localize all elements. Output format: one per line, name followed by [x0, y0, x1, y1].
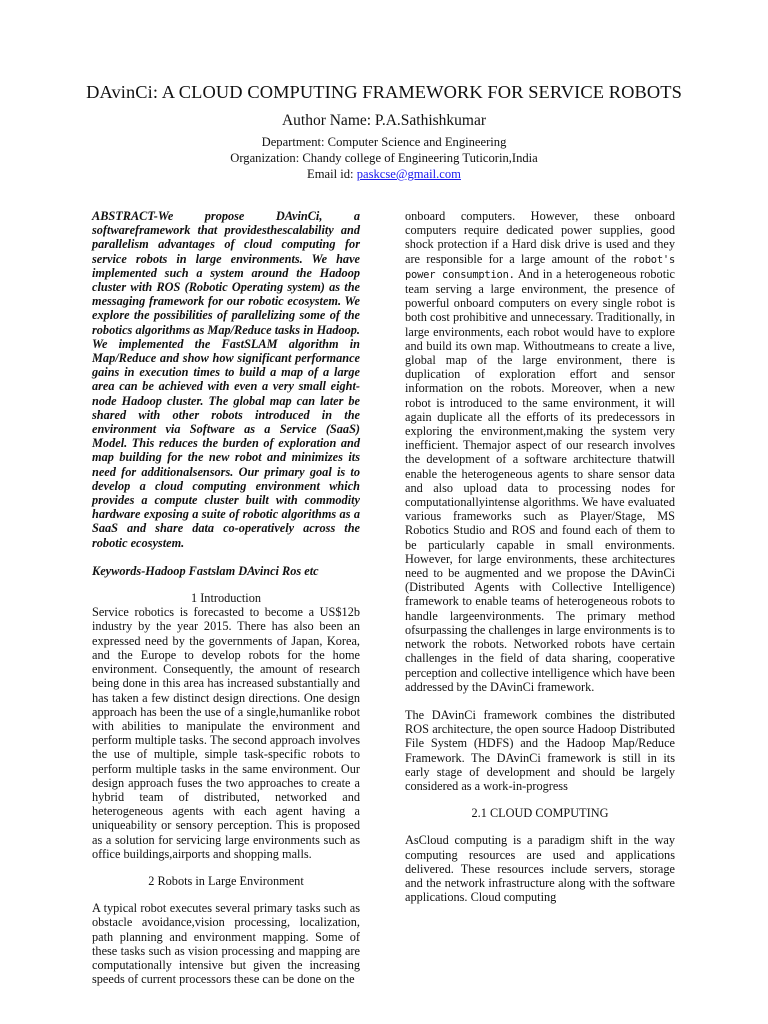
email-link[interactable]: paskcse@gmail.com	[356, 167, 461, 181]
email-line	[0, 166, 768, 182]
section-1-heading: 1 Introduction	[190, 591, 261, 606]
section-1-text: Service robotics is forecasted to become a US$12b industry by the year 2015. There has also been an expressed need by the governments of Japan, Korea, and the Europe to develop robots for the home environment. Consequently, the amount of research being done in this area has increased substantially and has taken a few distinct design directions. One design approach has been the use of a single,humanlike robot with abilities to manipulate the environment and perform multiple tasks. The second approach involves the use of multiple, simple task-specific robots to perform multiple tasks in the same environment. Our design approach fuses the two approaches to create a hybrid team of distributed, networked and heterogeneous agents with each agent having a uniqueability or sensory perception. This is proposed as a solution for servicing large environments such as office buildings,airports and shopping malls.	[92, 605, 360, 861]
department: Department: Computer Science and Engineering	[261, 135, 507, 149]
left-column	[92, 209, 360, 986]
section-2-1-text: AsCloud computing is a paradigm shift in the way computing resources are used and applications delivered. These resources include servers, storage and the network infrastructure along with the software applications. Cloud computing	[405, 833, 675, 905]
intro-continued-mono: robot's power consumption.	[405, 253, 675, 281]
intro-continued-a: onboard computers. However, these onboard computers require dedicated power supplies, good shock protection if a Hard disk drive is used and they are responsible for a large amount of the	[405, 209, 675, 266]
abstract: ABSTRACT-We propose DAvinCi, a softwareframework that providesthescalability and parallelism advantages of cloud computing for service robots in large environments. We have implemented such a system around the Hadoop cluster with ROS (Robotic Operating system) as the messaging framework for our robotic ecosystem. We explore the possibilities of parallelizing some of the robotics algorithms as Map/Reduce tasks in Hadoop. We implemented the FastSLAM algorithm in Map/Reduce and show how significant performance gains in execution times to build a map of a large area can be achieved with even a very small eight-node Hadoop cluster. The global map can later be shared with other robots introduced in the environment via Software as a Service (SaaS) Model. This reduces the burden of exploration and map building for the new robot and minimizes its need for additionalsensors. Our primary goal is to develop a cloud computing environment which provides a compute cluster built with commodity hardware exposing a suite of robotic algorithms as a SaaS and share data co-operatively across the robotic ecosystem.	[92, 209, 360, 550]
section-2-heading: 2 Robots in Large Environment	[148, 873, 304, 888]
author-name: Author Name: P.A.Sathishkumar	[281, 112, 487, 129]
intro-continued-paragraph	[405, 209, 675, 694]
davinci-framework-paragraph: The DAvinCi framework combines the distributed ROS architecture, the open source Hadoop Distributed File System (HDFS) and the Hadoop Map/Reduce Framework. The DAvinCi framework is still in its early stage of development and should be largely considered as a work-in-progress	[405, 707, 675, 793]
organization: Organization: Chandy college of Engineering Tuticorin,India	[230, 151, 538, 165]
paper-title: DAvinCi: A CLOUD COMPUTING FRAMEWORK FOR SERVICE ROBOTS	[86, 82, 682, 102]
paper-header	[0, 82, 768, 182]
email-label: Email id:	[307, 167, 357, 181]
keywords: Keywords-Hadoop Fastslam DAvinci Ros etc	[92, 563, 319, 578]
right-column	[405, 209, 675, 904]
section-2-text: A typical robot executes several primary tasks such as obstacle avoidance,vision processing, localization, path planning and environment mapping. Some of these tasks such as vision processing and mapping are computationally intensive but given the increasing speeds of current processors these can be done on the	[92, 901, 360, 987]
section-2-1-heading: 2.1 CLOUD COMPUTING	[471, 806, 609, 821]
intro-continued-b: And in a heterogeneous robotic team serving a large environment, the presence of powerful onboard computers on every single robot is both cost prohibitive and unnecessary. Traditionally, in large environments, each robot would have to explore and build its own map. Withoutmeans to create a live, global map of the large environment, there is duplication of exploration effort and sensor information on the robots. Moreover, when a new robot is introduced to the same environment, it will again duplicate all the efforts of its predecessors in exploring the environment,making the system very inefficient. Themajor aspect of our research involves the development of a software architecture thatwill enable the heterogeneous agents to share sensor data and also upload data to processing nodes for computationallyintense algorithms. We have evaluated various frameworks such as Player/Stage, MS Robotics Studio and ROS and found each of them to be particularly capable in small environments. However, for large environments, these architectures need to be augmented and we propose the DAvinCi (Distributed Agents with Collective Intelligence) framework to enable teams of heterogeneous robots to handle largeenvironments. The primary method ofsurpassing the challenges in large environments is to network the robots. Networked robots have certain challenges in the field of data sharing, cooperative perception and collective intelligence which have been addressed by the DAvinCi framework.	[405, 266, 675, 694]
